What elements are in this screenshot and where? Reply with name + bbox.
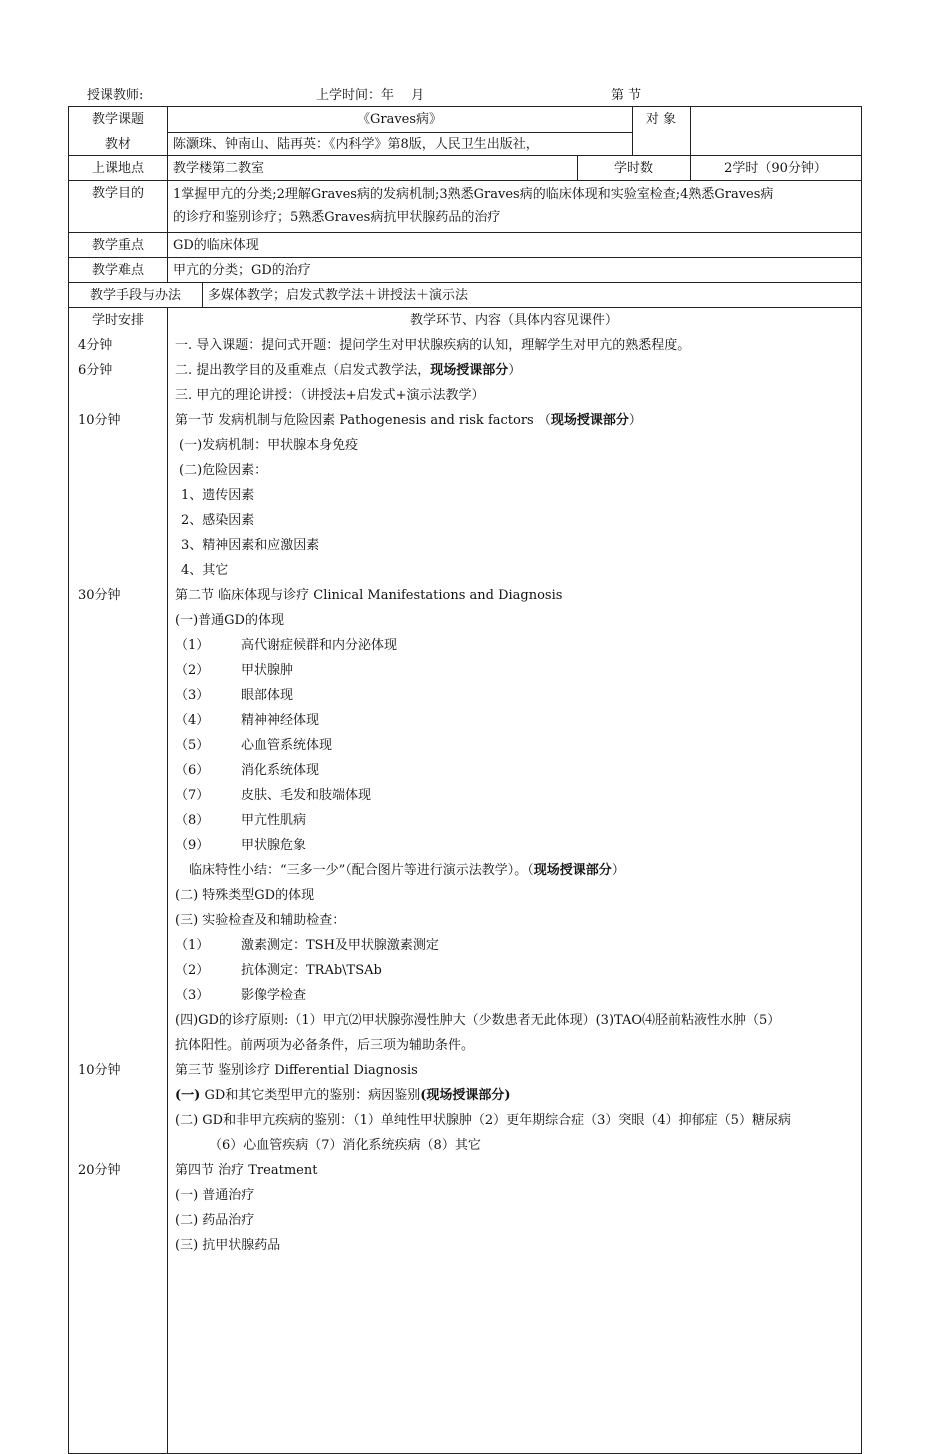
content-line: 一. 导入课题：提问式开题：提问学生对甲状腺疾病的认知，理解学生对甲亢的熟悉程度。 (175, 338, 691, 353)
content-line: 抗体阳性。前两项为必备条件，后三项为辅助条件。 (175, 1038, 475, 1053)
audience-label: 对 象 (645, 112, 677, 127)
method-value: 多媒体教学；启发式教学法＋讲授法＋演示法 (208, 288, 469, 303)
list-item: （5） 心血管系统体现 (175, 738, 333, 753)
content-line: (四)GD的诊疗原则:（1）甲亢⑵甲状腺弥漫性肿大（少数患者无此体现）(3)TAO⑷胫前粘液性水肿（5） (175, 1013, 781, 1028)
section-label: 第 节 (611, 88, 642, 103)
content-line: (一)普通GD的体现 (175, 613, 284, 628)
section-heading: 第一节 发病机制与危险因素 Pathogenesis and risk factors （现场授课部分） (175, 413, 642, 428)
list-item: （8） 甲亢性肌病 (175, 813, 307, 828)
section-heading: 第二节 临床体现与诊疗 Clinical Manifestations and Diagnosis (175, 588, 563, 603)
time-slot: 10分钟 (78, 413, 121, 428)
list-item: （9） 甲状腺危象 (175, 838, 307, 853)
section-heading: 第三节 鉴别诊疗 Differential Diagnosis (175, 1063, 418, 1078)
list-item: （4） 精神神经体现 (175, 713, 320, 728)
topic-textbook-row (68, 106, 862, 156)
textbook-value: 陈灏珠、钟南山、陆再英：《内科学》第8版，人民卫生出版社， (173, 137, 539, 152)
schedule-header: 教学环节、内容（具体内容见课件） (409, 313, 618, 328)
content-line: (二) 特殊类型GD的体现 (175, 888, 315, 903)
goal-value (167, 181, 861, 232)
goal-label: 教学目的 (91, 186, 144, 201)
time-slot: 10分钟 (78, 1063, 121, 1078)
lesson-plan-table (68, 106, 862, 1454)
content-line: (二) 药品治疗 (175, 1213, 255, 1228)
difficulty-row (68, 258, 862, 283)
content-line: (三) 实验检查及和辅助检查： (175, 913, 346, 928)
list-item: （3） 眼部体现 (175, 688, 294, 703)
focus-row (68, 233, 862, 258)
content-line: (一) 普通治疗 (175, 1188, 255, 1203)
list-item: （1） 激素测定：TSH及甲状腺激素测定 (175, 938, 439, 953)
list-item: （1） 高代谢症候群和内分泌体现 (175, 638, 398, 653)
content-line: 1、遗传因素 (181, 488, 255, 503)
class-time-label: 上学时间：年 月 (316, 88, 425, 103)
time-slot: 6分钟 (78, 363, 113, 378)
time-slot: 20分钟 (78, 1163, 121, 1178)
content-line: (二)危险因素： (179, 463, 268, 478)
list-item: （7） 皮肤、毛发和肢端体现 (175, 788, 372, 803)
topic-label: 教学课题 (91, 112, 144, 127)
goal-line-2: 的诊疗和鉴别诊疗；5熟悉Graves病抗甲状腺药品的治疗 (173, 210, 501, 225)
difficulty-value: 甲亢的分类；GD的治疗 (173, 263, 311, 278)
list-item: （2） 抗体测定：TRAb\TSAb (175, 963, 382, 978)
content-line: 3、精神因素和应激因素 (181, 538, 320, 553)
method-label: 教学手段与办法 (89, 288, 181, 303)
content-line: 2、感染因素 (181, 513, 255, 528)
content-line: (三) 抗甲状腺药品 (175, 1238, 281, 1253)
content-line: 三. 甲亢的理论讲授：（讲授法+启发式+演示法教学） (175, 388, 485, 403)
time-slot: 4分钟 (78, 338, 113, 353)
textbook-label: 教材 (104, 137, 131, 152)
hours-label: 学时数 (613, 161, 653, 176)
focus-label: 教学重点 (91, 238, 144, 253)
content-line: （6）心血管疾病（7）消化系统疾病（8）其它 (209, 1138, 481, 1153)
teacher-label: 授课教师: (87, 88, 144, 103)
content-line: (一)发病机制：甲状腺本身免疫 (179, 438, 359, 453)
goal-row (68, 181, 862, 233)
topic-value: 《Graves病》 (356, 112, 443, 127)
content-line: (一) GD和其它类型甲亢的鉴别：病因鉴别(现场授课部分) (175, 1088, 511, 1103)
list-item: （6） 消化系统体现 (175, 763, 320, 778)
content-line: 二. 提出教学目的及重难点（启发式教学法，现场授课部分） (175, 363, 522, 378)
goal-line-1: 1掌握甲亢的分类;2理解Graves病的发病机制;3熟悉Graves病的临床体现和实验室检查;4熟悉Graves病 (173, 187, 774, 202)
location-value: 教学楼第二教室 (173, 161, 265, 176)
location-label: 上课地点 (91, 161, 144, 176)
time-slot: 30分钟 (78, 588, 121, 603)
schedule-label: 学时安排 (91, 313, 144, 328)
schedule-body (68, 308, 862, 1454)
focus-value: GD的临床体现 (173, 238, 259, 253)
section-heading: 第四节 治疗 Treatment (175, 1163, 318, 1178)
content-line: 4、其它 (181, 563, 229, 578)
location-row (68, 156, 862, 181)
summary-line: 临床特性小结：“三多一少”（配合图片等进行演示法教学）。（现场授课部分） (189, 863, 625, 878)
difficulty-label: 教学难点 (91, 263, 144, 278)
list-item: （3） 影像学检查 (175, 988, 307, 1003)
list-item: （2） 甲状腺肿 (175, 663, 294, 678)
method-row (68, 283, 862, 308)
content-line: (二) GD和非甲亢疾病的鉴别：（1）单纯性甲状腺肿（2）更年期综合症（3）突眼（4）抑郁症（5）糖尿病 (175, 1113, 791, 1128)
audience-value (690, 107, 861, 155)
hours-value: 2学时（90分钟） (724, 161, 827, 176)
